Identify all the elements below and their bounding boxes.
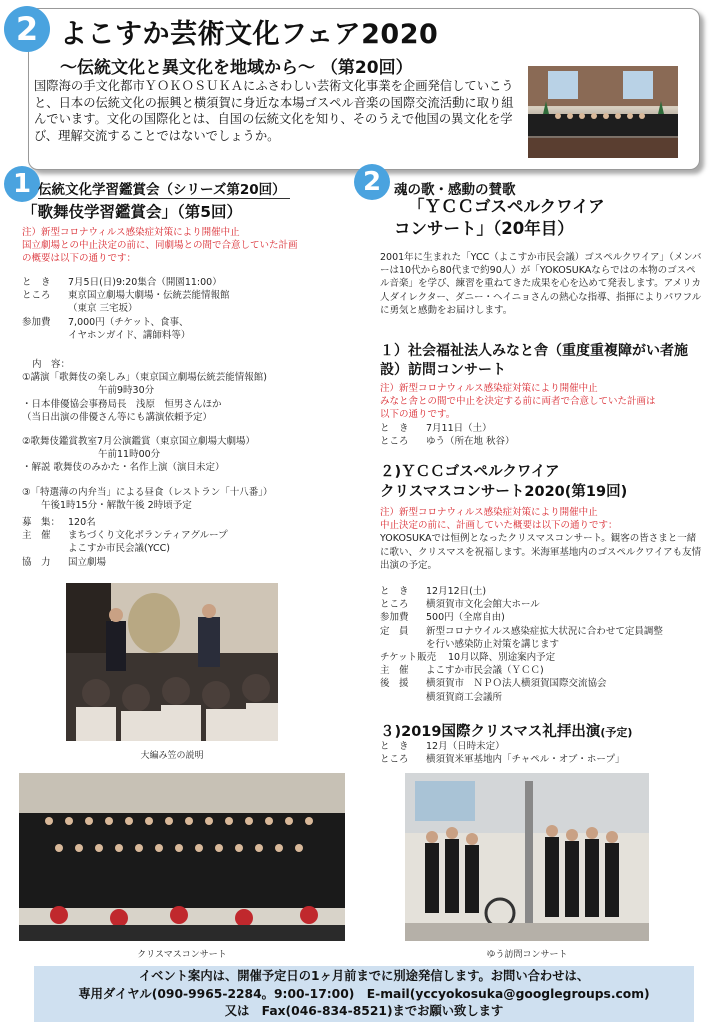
info-row [380,611,705,624]
info-label: 定 員 [380,625,409,637]
info-value: 10月以降、別途案内予定 [448,652,556,664]
info-label [22,542,68,555]
visit-concert-photo [405,773,649,941]
info-value: 7,000円（チケット、食事、 [68,316,189,328]
right-heading-sub: 魂の歌・感動の賛歌 [394,182,516,198]
info-label: 主 催 [22,530,51,542]
right-section-badge: 2 [354,164,390,200]
info-label: ところ [380,754,409,766]
footer-line: イベント案内は、開催予定日の1ヶ月前までに別途発信します。お問い合わせは、 [138,969,590,983]
s3-title-text: ３)2019国際クリスマス礼拝出演 [380,724,601,740]
info-value: 7月5日(日)9:20集合（開園11:00） [68,277,222,288]
info-label: と き [22,277,51,288]
contents-line: 午後1時15分・解散午後 2時頃予定 [22,499,192,511]
s1-notice-line: 注）新型コロナウィルス感染症対策により開催中止 [380,383,598,394]
kabuki-hat-photo [66,583,278,741]
info-row [380,585,705,598]
s3-info [380,740,705,766]
header-choir-photo [528,66,678,158]
contents-line: ・解説 歌舞伎のみかた・名作上演（演目未定） [22,462,225,474]
left-notice-line: 注）新型コロナウィルス感染症対策により開催中止 [22,227,240,238]
info-row [22,329,362,342]
info-label: 参加費 [380,612,409,624]
footer-line: 専用ダイヤル(090-9965-2284。9:00-17:00) E-mail(yccyokosuka@googlegroups.com) [78,986,650,1001]
s2-title-line: クリスマスコンサート2020(第19回) [380,484,628,500]
info-value: よこすか市民会議(YCC) [68,543,170,555]
s3-title-suffix: (予定) [600,726,633,739]
info-value: （東京 三宅坂） [68,303,138,315]
concert-photo-graphic [19,773,345,941]
info-row [22,542,362,555]
christmas-concert-photo [19,773,345,941]
info-row [22,516,362,529]
info-value: 東京国立劇場大劇場・伝統芸能情報館 [68,290,230,302]
info-value: 7月11日（土） [426,422,492,434]
info-row [22,529,362,542]
concert-photo-caption: クリスマスコンサート [137,950,227,960]
info-row [380,691,705,704]
s2-intro: YOKOSUKAでは恒例となったクリスマスコンサート。観客の皆さまと一緒に歌い、クリスマスを祝福します。米海軍基地内のゴスペルクワイアも友情出演の予定。 [380,533,702,571]
right-intro: 2001年に生まれた「YCC（よこすか市民会議）ゴスペルクワイア」（メンバーは10代から80代まで約90人）が「YOKOSUKAならではの本物のゴスペル音楽」を学び、練習を重ねてきた成果を心を込めて発表します。アメリカ人ダイレクター、ダニー・ヘイニョさんの熱心な指導、指揮によりパワフルに勇気と感動をお届けします。 [380,252,702,316]
left-contents [22,358,367,512]
info-label: 後 援 [380,678,409,690]
s2-notice-line: 中止決定の前に、計画していた概要は以下の通りです： [380,520,618,532]
visit-photo-caption: ゆう訪問コンサート [486,950,568,960]
info-value: 12月（日時未定） [426,741,505,752]
info-row [380,677,705,690]
info-label: と き [380,741,409,752]
contents-line: （当日出演の俳優さん等にも講演依頼予定） [22,411,213,423]
left-notice-line: の概要は以下の通りです： [22,253,137,265]
visit-photo-graphic [405,773,649,941]
info-value: まちづくり文化ボランティアグループ [68,530,228,542]
info-value: 横須賀市 ＮＰＯ法人横須賀国際交流協会 [426,678,607,690]
kabuki-photo-caption: 大編み笠の説明 [140,751,204,761]
info-label: ところ [380,435,409,447]
info-label: 主 催 [380,665,409,677]
s1-notice-line: みなと舎との間で中止を決定する前に両者で合意していた計画は [380,396,656,408]
info-row [380,753,705,766]
s2-info [380,585,705,704]
footer-line: 又は Fax(046-834-8521)までお願い致します [224,1004,504,1018]
info-value: 500円（全席自由) [426,612,505,624]
info-value: 横須賀米軍基地内「チャペル・オブ・ホープ」 [426,754,625,766]
info-row [22,302,362,315]
info-row [22,556,362,569]
info-row [380,422,705,435]
info-label: 参加費 [22,316,51,328]
info-label: ところ [380,599,409,611]
info-row [380,625,705,638]
info-row [380,638,705,651]
info-row [380,598,705,611]
s3-title [380,720,632,741]
info-label: と き [380,586,409,597]
s1-body [380,382,705,448]
info-row [380,651,705,664]
page-title: よこすか芸術文化フェア2020 [60,19,439,50]
info-label [22,302,68,315]
info-label: と き [380,422,409,434]
info-label [22,329,68,342]
contents-line: ①講演「歌舞伎の楽しみ」（東京国立劇場伝統芸能情報館) [22,372,267,384]
info-value: 新型コロナウイルス感染症拡大状況に合わせて定員調整 [426,625,663,637]
right-heading-main [392,196,605,240]
contents-line: 午前11時00分 [22,449,161,461]
info-value: を行い感染防止対策を講じます [426,638,560,650]
info-value: ゆう（所在地 秋谷） [426,435,515,447]
s2-notice-line: 注）新型コロナウィルス感染症対策により開催中止 [380,507,598,518]
s2-title-line: ２)ＹＣＣゴスペルクワイア [380,464,560,480]
info-value: 横須賀商工会議所 [426,691,503,703]
left-info2 [22,516,362,569]
info-value: イヤホンガイド、講師料等） [68,329,191,341]
info-row [22,316,362,329]
info-label: 募 集： [22,517,61,528]
contents-label: 内 容： [32,359,71,370]
left-info [22,276,362,342]
right-heading-line: コンサート」（20年目） [394,219,574,238]
page-subtitle: ～伝統文化と異文化を地域から～ （第20回） [60,58,413,78]
left-section-badge: 1 [4,166,40,202]
info-label: ところ [22,290,51,302]
left-notice-line: 国立劇場との中止決定の前に、同劇場との間で合意していた計画 [22,240,298,252]
info-value: 12月12日(土) [426,586,487,597]
left-notice [22,226,362,266]
header-number-badge: 2 [4,6,50,52]
s2-body [380,506,705,572]
info-label [380,638,426,651]
info-row [22,289,362,302]
info-value: 国立劇場 [68,556,107,568]
contents-line: ・日本俳優協会事務局長 浅原 恒男さんほか [22,398,222,410]
left-heading-kabuki: 「歌舞伎学習鑑賞会」（第5回） [22,203,243,221]
s1-notice-line: 以下の通りです。 [380,409,456,421]
info-value: よこすか市民会議（ＹＣＣ) [426,665,544,677]
info-row [380,740,705,753]
info-label: 協 力 [22,556,51,568]
right-heading-line: 「ＹＣＣゴスペルクワイア [408,197,605,216]
s2-title [380,462,627,502]
info-value: 120名 [68,517,96,528]
info-row [380,435,705,448]
s1-title: １）社会福祉法人みなと舎（重度重複障がい者施設）訪問コンサート [380,343,688,378]
kabuki-photo-graphic [66,583,278,741]
header-photo-graphic [528,66,678,158]
left-heading-series: 伝統文化学習鑑賞会（シリーズ第20回） [38,178,290,199]
info-label: チケット販売 [380,652,437,664]
contents-line: 午前9時30分 [22,385,155,397]
info-value: 横須賀市文化会館大ホール [426,599,540,611]
info-row [22,276,362,289]
contents-line: ②歌舞伎鑑賞教室7月公演鑑賞（東京国立劇場大劇場） [22,436,256,448]
info-label [380,691,426,704]
info-row [380,664,705,677]
header-intro: 国際海の手文化都市ＹＯＫＯＳＵＫＡにふさわしい芸術文化事業を企画発信していこうと、日本の伝統文化の振興と横須賀に身近な本場ゴスペル音楽の国際交流活動に取り組んでいます。文化の国際化とは、自国の伝統文化を知り、そのうえで他国の異文化を学び、理解交流することではないでしょうか。 [34,79,514,143]
footer-contact-box [34,966,694,1022]
contents-line: ③「特選薄の内弁当」による昼食（レストラン「十八番」） [22,486,273,498]
